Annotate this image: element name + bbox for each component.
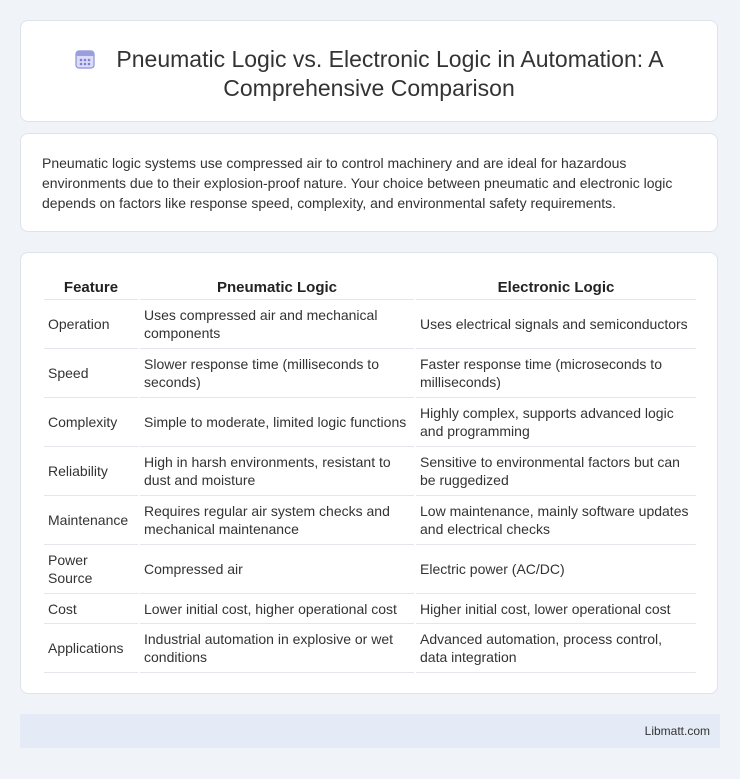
pneumatic-cell: Industrial automation in explosive or wet conditions	[140, 624, 414, 673]
table-header-row	[44, 275, 696, 300]
table-row	[44, 496, 696, 545]
footer	[20, 714, 720, 748]
page-title-text: Pneumatic Logic vs. Electronic Logic in Automation: A Comprehensive Comparison	[116, 46, 664, 101]
pneumatic-cell: Compressed air	[140, 545, 414, 594]
electronic-cell: Advanced automation, process control, data integration	[416, 624, 696, 673]
comparison-table	[42, 275, 698, 673]
pneumatic-cell: Requires regular air system checks and mechanical maintenance	[140, 496, 414, 545]
pneumatic-cell: High in harsh environments, resistant to dust and moisture	[140, 447, 414, 496]
feature-cell: Operation	[44, 300, 138, 349]
header-electronic: Electronic Logic	[416, 275, 696, 300]
footer-brand: Libmatt.com	[644, 724, 710, 738]
table-row	[44, 398, 696, 447]
comparison-table-card	[20, 252, 718, 694]
table-row	[44, 624, 696, 673]
feature-cell: Cost	[44, 594, 138, 624]
title-card	[20, 20, 718, 122]
feature-cell: Speed	[44, 349, 138, 398]
electronic-cell: Uses electrical signals and semiconductors	[416, 300, 696, 349]
table-row	[44, 594, 696, 624]
electronic-cell: Low maintenance, mainly software updates and electrical checks	[416, 496, 696, 545]
pneumatic-cell: Lower initial cost, higher operational cost	[140, 594, 414, 624]
electronic-cell: Highly complex, supports advanced logic and programming	[416, 398, 696, 447]
header-feature: Feature	[44, 275, 138, 300]
feature-cell: Power Source	[44, 545, 138, 594]
feature-cell: Reliability	[44, 447, 138, 496]
pneumatic-cell: Uses compressed air and mechanical components	[140, 300, 414, 349]
feature-cell: Maintenance	[44, 496, 138, 545]
table-row	[44, 545, 696, 594]
pneumatic-cell: Simple to moderate, limited logic functions	[140, 398, 414, 447]
electronic-cell: Electric power (AC/DC)	[416, 545, 696, 594]
table-row	[44, 300, 696, 349]
table-row	[44, 349, 696, 398]
pneumatic-cell: Slower response time (milliseconds to seconds)	[140, 349, 414, 398]
electronic-cell: Higher initial cost, lower operational cost	[416, 594, 696, 624]
header-pneumatic: Pneumatic Logic	[140, 275, 414, 300]
electronic-cell: Faster response time (microseconds to milliseconds)	[416, 349, 696, 398]
intro-paragraph: Pneumatic logic systems use compressed air to control machinery and are ideal for hazardous environments due to their explosion-proof nature. Your choice between pneumatic and electronic logic depends on factors like response speed, complexity, and environmental safety requirements.	[42, 155, 673, 211]
electronic-cell: Sensitive to environmental factors but can be ruggedized	[416, 447, 696, 496]
feature-cell: Applications	[44, 624, 138, 673]
intro-card	[20, 133, 718, 232]
page-title	[21, 45, 717, 103]
table-row	[44, 447, 696, 496]
calendar-grid-icon	[74, 48, 96, 70]
title-wrap	[21, 45, 717, 103]
feature-cell: Complexity	[44, 398, 138, 447]
